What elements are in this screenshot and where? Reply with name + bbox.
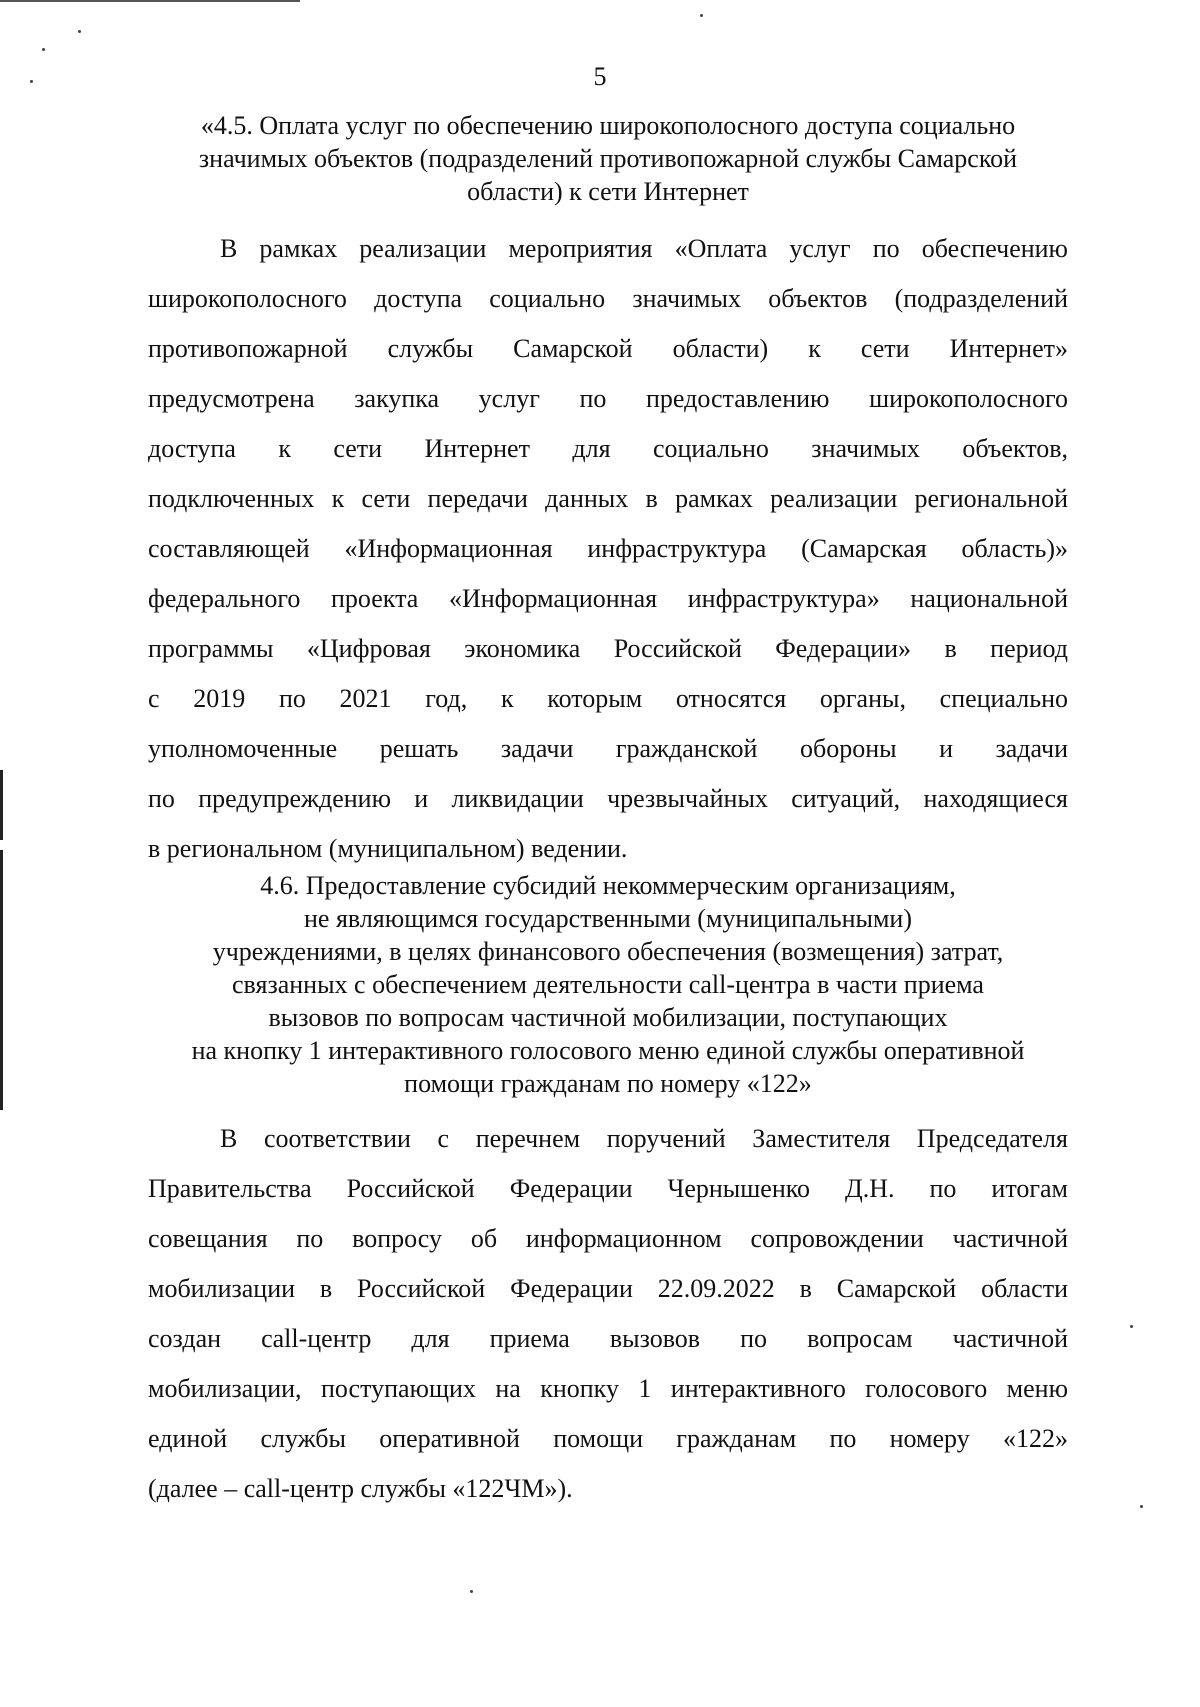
paragraph-line: подключенных к сети передачи данных в рамках реализации региональной: [148, 484, 1068, 513]
paragraph-line: В соответствии с перечнем поручений Заместителя Председателя: [220, 1124, 1068, 1153]
scan-speck: [470, 1590, 473, 1593]
page-number: 5: [593, 62, 607, 91]
scan-edge-mark: [0, 850, 3, 1110]
scan-edge-rule: [0, 0, 300, 2]
heading-line: учреждениями, в целях финансового обеспечения (возмещения) затрат,: [212, 937, 1004, 966]
heading-line: связанных с обеспечением деятельности call-центра в части приема: [232, 970, 984, 999]
paragraph-line: мобилизации, поступающих на кнопку 1 интерактивного голосового меню: [148, 1374, 1068, 1403]
heading-line: помощи гражданам по номеру «122»: [404, 1069, 812, 1098]
paragraph-line: программы «Цифровая экономика Российской Федерации» в период: [148, 634, 1068, 663]
paragraph-line: предусмотрена закупка услуг по предоставлению широкополосного: [148, 384, 1068, 413]
paragraph-line: доступа к сети Интернет для социально значимых объектов,: [148, 434, 1068, 463]
paragraph-line: с 2019 по 2021 год, к которым относятся органы, специально: [148, 684, 1068, 713]
paragraph-line: единой службы оперативной помощи гражданам по номеру «122»: [148, 1424, 1068, 1453]
paragraph-line: составляющей «Информационная инфраструктура (Самарская область)»: [148, 534, 1068, 563]
paragraph-line: создан call-центр для приема вызовов по вопросам частичной: [148, 1324, 1068, 1353]
scan-speck: [700, 14, 703, 17]
section-heading-4-6: [148, 869, 1068, 1100]
paragraph-line: широкополосного доступа социально значимых объектов (подразделений: [148, 284, 1068, 313]
paragraph-line: мобилизации в Российской Федерации 22.09.2022 в Самарской области: [148, 1274, 1068, 1303]
section-heading-4-5: [148, 109, 1068, 208]
paragraph-4-6: [148, 1121, 1068, 1521]
heading-line: вызовов по вопросам частичной мобилизации, поступающих: [268, 1003, 948, 1032]
paragraph-line: уполномоченные решать задачи гражданской обороны и задачи: [148, 734, 1068, 763]
paragraph-line: в региональном (муниципальном) ведении.: [148, 834, 628, 863]
heading-line: 4.6. Предоставление субсидий некоммерческим организациям,: [260, 871, 956, 900]
heading-line: на кнопку 1 интерактивного голосового меню единой службы оперативной: [191, 1036, 1025, 1065]
scan-speck: [78, 30, 81, 33]
paragraph-line: по предупреждению и ликвидации чрезвычайных ситуаций, находящиеся: [148, 784, 1068, 813]
paragraph-line: Правительства Российской Федерации Чернышенко Д.Н. по итогам: [148, 1174, 1068, 1203]
heading-line: значимых объектов (подразделений противопожарной службы Самарской: [198, 144, 1018, 173]
paragraph-line: противопожарной службы Самарской области) к сети Интернет»: [148, 334, 1068, 363]
scan-speck: [1130, 1325, 1133, 1328]
paragraph-line: совещания по вопросу об информационном сопровождении частичной: [148, 1224, 1068, 1253]
scan-speck: [1140, 1505, 1143, 1508]
paragraph-line: (далее – call-центр службы «122ЧМ»).: [148, 1474, 573, 1503]
paragraph-4-5: [148, 231, 1068, 881]
heading-line: «4.5. Оплата услуг по обеспечению широкополосного доступа социально: [200, 111, 1016, 140]
scan-edge-mark: [0, 770, 3, 840]
heading-line: области) к сети Интернет: [467, 177, 749, 206]
scan-speck: [42, 48, 45, 51]
paragraph-line: В рамках реализации мероприятия «Оплата услуг по обеспечению: [220, 234, 1068, 263]
heading-line: не являющимся государственными (муниципальными): [303, 904, 912, 933]
paragraph-line: федерального проекта «Информационная инфраструктура» национальной: [148, 584, 1068, 613]
